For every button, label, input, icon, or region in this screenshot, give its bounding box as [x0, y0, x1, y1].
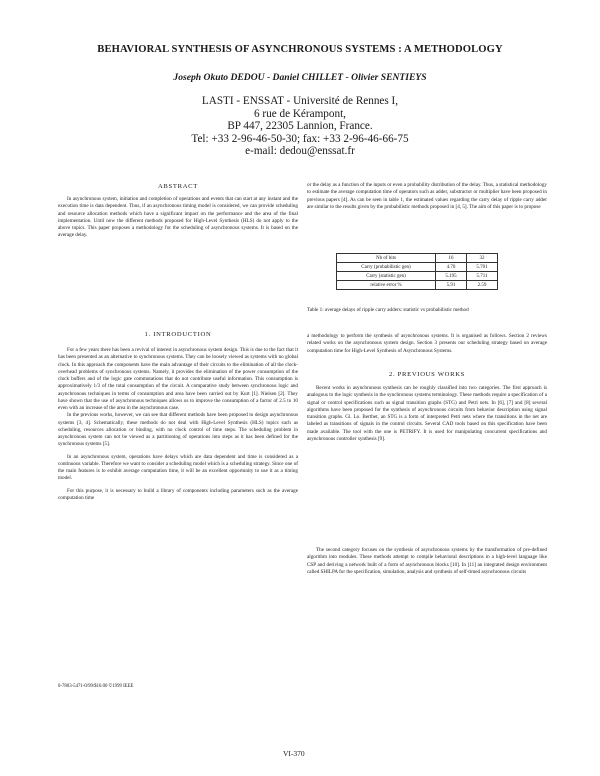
- table-caption: Table 1: average delays of ripple carry adders: statistic vs probabilistic method: [307, 307, 469, 313]
- affiliation-line: LASTI - ENSSAT - Université de Rennes I,: [201, 95, 399, 107]
- results-table: [336, 253, 498, 290]
- table-cell: Nb of bits: [337, 254, 436, 263]
- table-row: [337, 281, 498, 290]
- previous-works-text-2: [307, 547, 547, 617]
- affiliation-line: Tel: +33 2-96-46-50-30; fax: +33 2-96-46-66-75: [191, 132, 409, 145]
- table-cell: Carry (statistic gen): [337, 272, 436, 281]
- affiliation-line: BP 447, 22305 Lannion, France.: [227, 120, 373, 133]
- previous-works-text: [307, 385, 547, 537]
- previous-works-heading: 2. PREVIOUS WORKS: [388, 371, 466, 378]
- table-cell: 5.195: [436, 272, 467, 281]
- paragraph: Recent works in asynchronous synthesis can be roughly classified into two categories. The first approach is analogous to the logic synthesis in the synchronous systems terminology. These methods require a specification of a signal or control specifications such as signal transition graphs (STG) and Petri nets. In [6], [7] and [8] several algorithms have been proposed for the synthesis of asynchronous circuits from behavior description using signal transition graphs. Gl. Lo. Berthet, an STG is a form of interpreted Petri nets where the transitions in the net are labeled as transitions of signals in the control circuits. Several CAD tools based on this specification have been made available. The tool with the one is PETRIFY. It is used for manipulating concurrent specifications and asynchronous controller synthesis [9].: [307, 385, 547, 442]
- abstract-text: [58, 196, 298, 256]
- paragraph: For this purpose, it is necessary to build a library of components including parameters such as the average computation time: [58, 487, 298, 501]
- table-cell: Carry (probabilistic gen): [337, 263, 436, 272]
- paragraph: In the previous works, however, we can see that different methods have been proposed to design asynchronous systems [3, 4]. Schematically, these methods do not deal with High-Level Synthesis (HLS) topics such as scheduling, resources allocation or binding, with no clock control of time steps. The scheduling problem in asynchronous system can not be viewed as a partitioning of operations into steps as it has been defined for the synchronous systems [5].: [58, 412, 298, 448]
- table-cell: 4.70: [436, 263, 467, 272]
- table-header-row: [337, 254, 498, 263]
- table-cell: 5.91: [436, 281, 467, 290]
- right-paragraph-2: [307, 333, 547, 363]
- table-row: [337, 263, 498, 272]
- paragraph: In asynchronous system, initiation and completion of operations and events that can start at any instant and the execution time is data dependent. Thus, if an asynchronous timing model is considered, we can provide scheduling and resource allocation methods which have a significant impact on the performance and the area of the final implementation. Until now the different methods proposed for High-Level Synthesis (HLS) do not apply to the above topics. This paper proposes a methodology for the scheduling of asynchronous systems. It is based on the average delay.: [58, 196, 298, 239]
- abstract-heading: ABSTRACT: [157, 183, 199, 190]
- affiliation-block: [0, 95, 600, 158]
- table-cell: 5.711: [467, 272, 498, 281]
- paragraph: a methodology to perform the synthesis of asynchronous systems. It is organised as follows. Section 2 reviews related works on the asynchronous system design. Section 3 presents our scheduling strategy based on average computation time for High-Level Synthesis of Asynchronous Systems.: [307, 333, 547, 354]
- table-cell: 5.701: [467, 263, 498, 272]
- author-list: Joseph Okuto DEDOU - Daniel CHILLET - Olivier SENTIEYS: [173, 72, 427, 83]
- introduction-text: [58, 347, 298, 753]
- table-cell: 16: [436, 254, 467, 263]
- copyright-notice: 0-7803-5471-0/99/$10.00 ©1999 IEEE: [58, 684, 134, 689]
- paper-title: BEHAVIORAL SYNTHESIS OF ASYNCHRONOUS SYSTEMS : A METHODOLOGY: [97, 44, 503, 55]
- paragraph: In an asynchronous system, operations have delays which are data dependent and time is considered as a continuous variable. Therefore we want to consider a scheduling model which is a scheduling strategy. Since one of the main features is to exhibit average computation time, it will be an excellent opportunity to use it as a timing model.: [58, 453, 298, 482]
- right-paragraph-1: [307, 182, 547, 242]
- paragraph: The second category focuses on the synthesis of asynchronous systems by the transformation of pre-defined algorithm into modules. These methods attempt to compile behavioral descriptions in a high-level language like CSP and deriving a network built of a form of asynchronous blocks [10]. In [11] an integrated design environment called SHILPA for the specification, simulation, analysis and synthesis of self-timed asynchronous circuits: [307, 547, 547, 575]
- paragraph: For a few years there has been a revival of interest in asynchronous system design. This is due to the fact that it has been presented as an alternative to synchronous systems. They can be loosely viewed as systems with no global clock. In this approach the components have the main advantage of their circuits to the elimination of all the clock-overhead problems of synchronous systems. Namely, it provides the elimination of the power consumption of the clock buffers and of the logic gate commutations that do not contribute useful information. This consumption is approximatively 1/3 of the total consumption of the circuit. A comparative study between synchronous logic and asynchronous techniques in terms of consumption and area have been carried out by Kurt [1]. Nielsen [2]. They have shown that the use of asynchronous techniques allows us to improve the consumption of a factor of 2.5 to 10 even with an increase of the area in the asynchronous case.: [58, 347, 298, 411]
- page-number: VI-370: [283, 749, 305, 758]
- table-cell: 2.59: [467, 281, 498, 290]
- table-row: [337, 272, 498, 281]
- affiliation-email: e-mail: dedou@enssat.fr: [245, 145, 355, 158]
- affiliation-line: 6 rue de Kérampont,: [254, 107, 346, 120]
- introduction-heading: 1. INTRODUCTION: [144, 331, 212, 338]
- table-cell: relative error %: [337, 281, 436, 290]
- paragraph: or the delay as a function of the inputs or even a probability distribution of the delay. Thus, a statistical methodology to estimate the average computation time of operators such as adder, substractor or multiplier have been proposed in previous papers [4]. As can be seen in table 1, the estimated values regarding the carry delay of ripple carry adder are similar to the results given by the probabilistic methods proposed in [4, 5]. The aim of this paper is to propose: [307, 182, 547, 210]
- table-cell: 32: [467, 254, 498, 263]
